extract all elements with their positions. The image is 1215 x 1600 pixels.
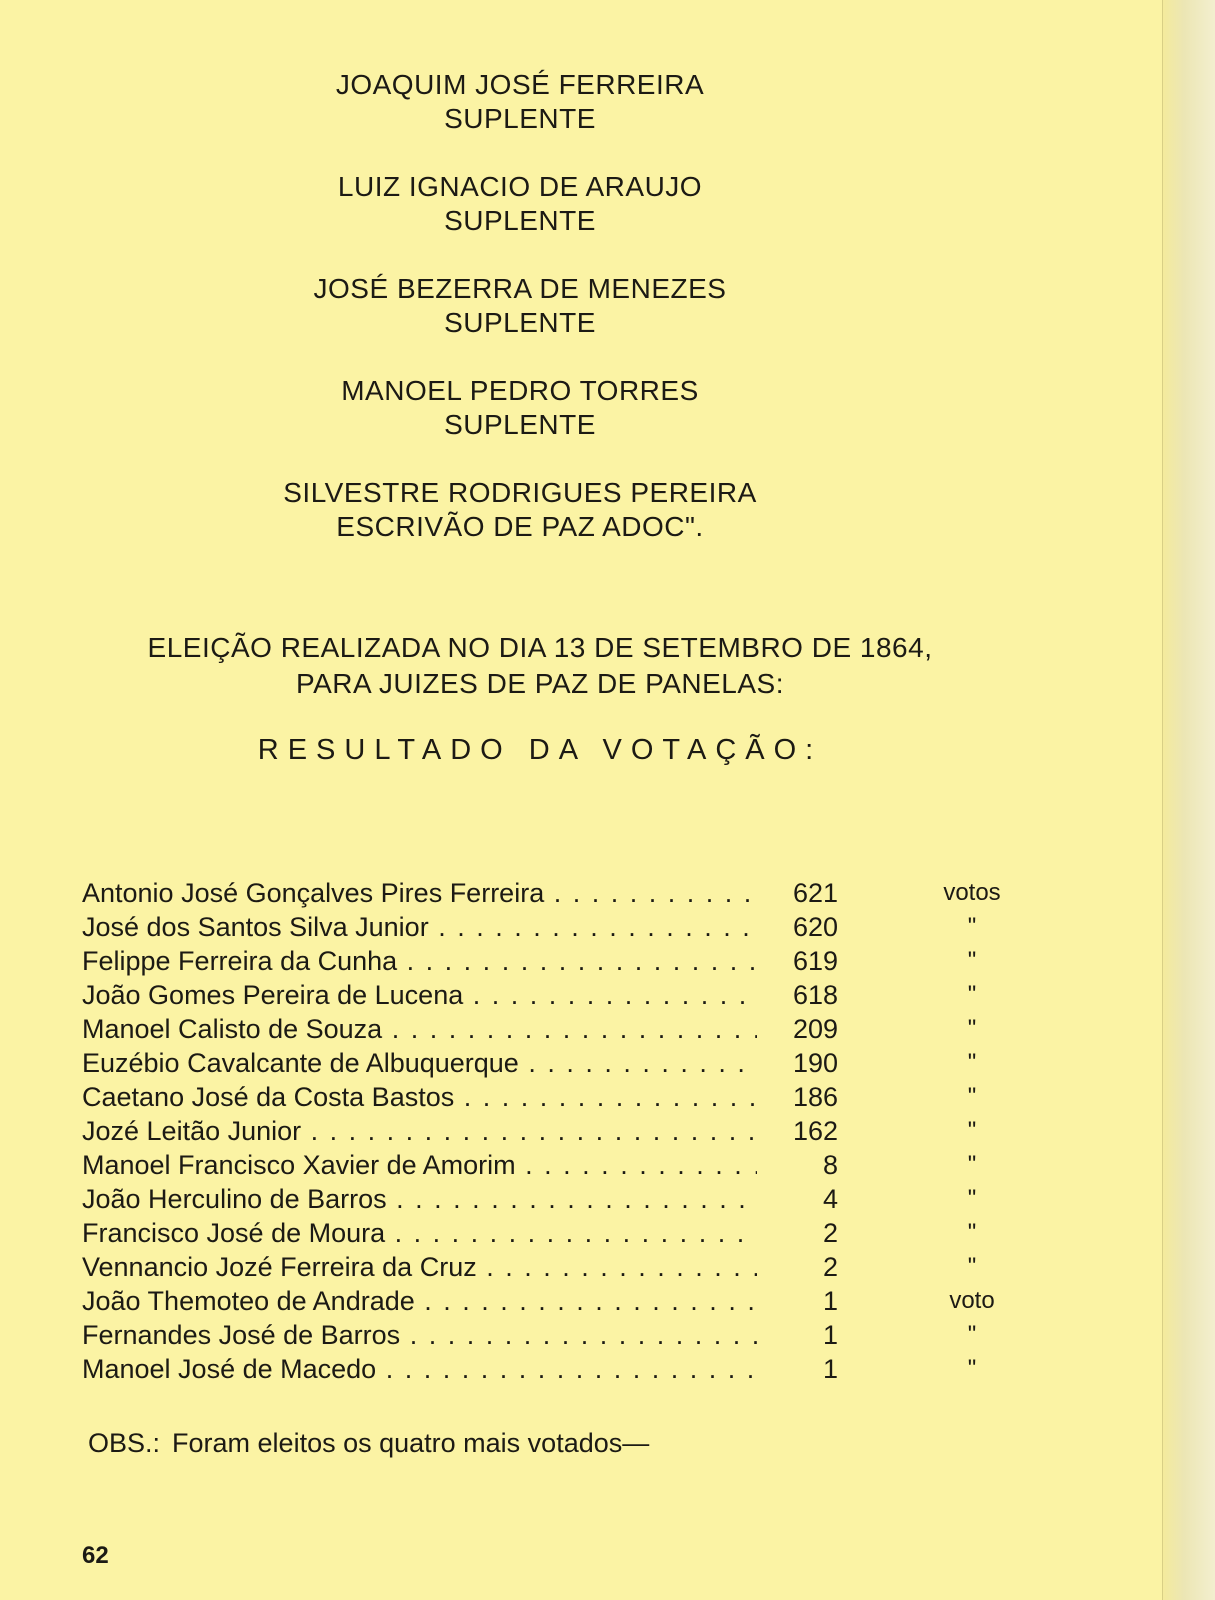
vote-unit: " bbox=[967, 1151, 977, 1178]
vote-row bbox=[82, 876, 1002, 910]
vote-row bbox=[82, 1080, 1002, 1114]
vote-count: 4 bbox=[822, 1184, 838, 1214]
result-heading: RESULTADO DA VOTAÇÃO: bbox=[257, 734, 823, 766]
vote-unit: " bbox=[967, 1049, 977, 1076]
official-name: LUIZ IGNACIO DE ARAUJO bbox=[337, 171, 703, 202]
candidate-name: Felippe Ferreira da Cunha . . . bbox=[82, 944, 757, 978]
vote-row bbox=[82, 910, 1002, 944]
votes-table bbox=[82, 876, 1002, 1386]
candidate-name: Francisco José de Moura . . . bbox=[82, 1216, 757, 1250]
official-name: JOAQUIM JOSÉ FERREIRA bbox=[335, 69, 705, 100]
vote-unit: " bbox=[967, 1083, 977, 1110]
candidate-name: Manoel Francisco Xavier de Amorim . . . bbox=[82, 1148, 757, 1182]
official-entry bbox=[0, 68, 1040, 136]
official-role: SUPLENTE bbox=[444, 409, 596, 440]
election-title-line-2: PARA JUIZES DE PAZ DE PANELAS: bbox=[295, 668, 785, 699]
official-entry bbox=[0, 272, 1040, 340]
observation-label: OBS.: bbox=[88, 1428, 161, 1458]
candidate-name: João Themoteo de Andrade . . . bbox=[82, 1284, 757, 1318]
vote-unit: " bbox=[967, 1253, 977, 1280]
vote-count: 620 bbox=[792, 912, 838, 942]
vote-count: 618 bbox=[792, 980, 838, 1010]
vote-row bbox=[82, 1046, 1002, 1080]
vote-unit: " bbox=[967, 1355, 977, 1382]
observation-text: Foram eleitos os quatro mais votados— bbox=[172, 1428, 650, 1458]
official-entry bbox=[0, 374, 1040, 442]
vote-count: 186 bbox=[792, 1082, 838, 1112]
observation-note bbox=[88, 1428, 649, 1459]
vote-row bbox=[82, 1114, 1002, 1148]
vote-unit: voto bbox=[949, 1287, 995, 1314]
candidate-name: Manoel Calisto de Souza . . . bbox=[82, 1012, 757, 1046]
candidate-name: Fernandes José de Barros . . . bbox=[82, 1318, 757, 1352]
official-name: SILVESTRE RODRIGUES PEREIRA bbox=[283, 477, 757, 508]
vote-count: 621 bbox=[792, 878, 838, 908]
candidate-name: Euzébio Cavalcante de Albuquerque . . . bbox=[82, 1046, 757, 1080]
vote-row bbox=[82, 1182, 1002, 1216]
vote-count: 1 bbox=[822, 1286, 838, 1316]
candidate-name: Antonio José Gonçalves Pires Ferreira . . . bbox=[82, 876, 757, 910]
vote-unit: " bbox=[967, 1117, 977, 1144]
official-name: JOSÉ BEZERRA DE MENEZES bbox=[313, 273, 727, 304]
vote-row bbox=[82, 1012, 1002, 1046]
vote-count: 619 bbox=[792, 946, 838, 976]
vote-count: 209 bbox=[792, 1014, 838, 1044]
vote-count: 1 bbox=[822, 1354, 838, 1384]
official-role: ESCRIVÃO DE PAZ ADOC". bbox=[336, 511, 704, 542]
candidate-name: João Gomes Pereira de Lucena . . . bbox=[82, 978, 757, 1012]
vote-row bbox=[82, 1148, 1002, 1182]
vote-row bbox=[82, 978, 1002, 1012]
vote-unit: votos bbox=[943, 879, 1001, 906]
candidate-name: Jozé Leitão Junior . . . bbox=[82, 1114, 757, 1148]
vote-row bbox=[82, 1250, 1002, 1284]
vote-unit: " bbox=[967, 913, 977, 940]
candidate-name: José dos Santos Silva Junior . . . bbox=[82, 910, 757, 944]
vote-unit: " bbox=[967, 1185, 977, 1212]
official-entry bbox=[0, 170, 1040, 238]
candidate-name: Caetano José da Costa Bastos . . . bbox=[82, 1080, 757, 1114]
vote-row bbox=[82, 1352, 1002, 1386]
vote-count: 162 bbox=[792, 1116, 838, 1146]
vote-unit: " bbox=[967, 947, 977, 974]
official-role: SUPLENTE bbox=[444, 103, 596, 134]
vote-unit: " bbox=[967, 981, 977, 1008]
vote-count: 1 bbox=[822, 1320, 838, 1350]
candidate-name: Manoel José de Macedo . . . bbox=[82, 1352, 757, 1386]
election-title bbox=[60, 630, 1020, 702]
official-name: MANOEL PEDRO TORRES bbox=[341, 375, 699, 406]
vote-count: 2 bbox=[822, 1218, 838, 1248]
vote-row bbox=[82, 944, 1002, 978]
official-entry bbox=[0, 476, 1040, 544]
vote-row bbox=[82, 1318, 1002, 1352]
vote-row bbox=[82, 1284, 1002, 1318]
vote-count: 190 bbox=[792, 1048, 838, 1078]
page-number: 62 bbox=[82, 1542, 109, 1569]
vote-unit: " bbox=[967, 1015, 977, 1042]
official-role: SUPLENTE bbox=[444, 205, 596, 236]
candidate-name: João Herculino de Barros . . . bbox=[82, 1182, 757, 1216]
candidate-name: Vennancio Jozé Ferreira da Cruz . . . bbox=[82, 1250, 757, 1284]
vote-unit: " bbox=[967, 1219, 977, 1246]
vote-count: 8 bbox=[822, 1150, 838, 1180]
vote-unit: " bbox=[967, 1321, 977, 1348]
vote-count: 2 bbox=[822, 1252, 838, 1282]
official-role: SUPLENTE bbox=[444, 307, 596, 338]
vote-row bbox=[82, 1216, 1002, 1250]
officials-list bbox=[0, 68, 1040, 578]
page-edge bbox=[1162, 0, 1215, 1600]
election-title-line-1: ELEIÇÃO REALIZADA NO DIA 13 DE SETEMBRO DE 1864, bbox=[147, 632, 933, 663]
